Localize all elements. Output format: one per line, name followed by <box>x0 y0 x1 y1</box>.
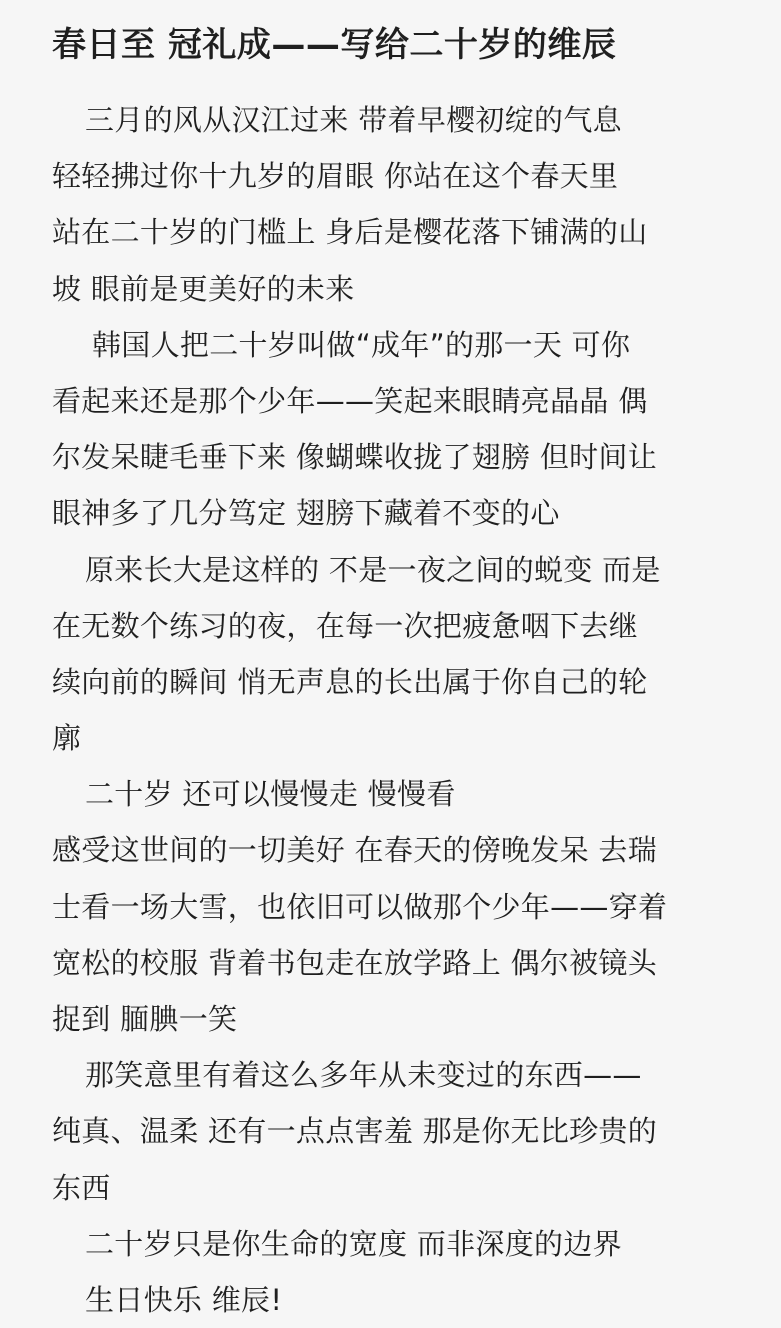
paragraph-line: 二十岁只是你生命的宽度 而非深度的边界 <box>85 1226 622 1261</box>
paragraph-line: 坡 眼前是更美好的未来 <box>52 271 355 306</box>
paragraph-line: 三月的风从汉江过来 带着早樱初绽的气息 <box>85 103 622 137</box>
paragraph-line: 站在二十岁的门槛上 身后是樱花落下铺满的山 <box>52 215 648 250</box>
paragraph-line: 看起来还是那个少年——笑起来眼睛亮晶晶 偶 <box>52 383 648 418</box>
paragraph-line: 在无数个练习的夜，在每一次把疲惫咽下去继 <box>52 608 639 643</box>
paragraph-line: 纯真、温柔 还有一点点害羞 那是你无比珍贵的 <box>52 1114 658 1149</box>
paragraph-line: 眼神多了几分笃定 翅膀下藏着不变的心 <box>52 496 560 531</box>
paragraph-line: 那笑意里有着这么多年从未变过的东西—— <box>85 1058 642 1093</box>
paragraph-line: 生日快乐 维辰! <box>85 1282 283 1317</box>
paragraph-line: 续向前的瞬间 悄无声息的长出属于你自己的轮 <box>52 664 648 699</box>
paragraph-line: 尔发呆睫毛垂下来 像蝴蝶收拢了翅膀 但时间让 <box>52 440 658 475</box>
article-body <box>52 92 753 1328</box>
article-title: 春日至 冠礼成——写给二十岁的维辰 <box>52 25 617 65</box>
paragraph-line: 感受这世间的一切美好 在春天的傍晚发呆 去瑞 <box>52 833 658 868</box>
paragraph-line: 士看一场大雪，也依旧可以做那个少年——穿着 <box>52 889 668 924</box>
paragraph-line: 韩国人把二十岁叫做“成年”的那一天 可你 <box>92 327 631 362</box>
paragraph-line: 二十岁 还可以慢慢走 慢慢看 <box>85 777 456 812</box>
paragraph-line: 轻轻拂过你十九岁的眉眼 你站在这个春天里 <box>52 159 619 194</box>
paragraph-line: 廓 <box>52 721 82 756</box>
paragraph-line: 捉到 腼腆一笑 <box>52 1002 238 1036</box>
paragraph-line: 东西 <box>52 1170 111 1205</box>
paragraph-line: 原来长大是这样的 不是一夜之间的蜕变 而是 <box>85 552 661 587</box>
paragraph-line: 宽松的校服 背着书包走在放学路上 偶尔被镜头 <box>52 945 658 980</box>
